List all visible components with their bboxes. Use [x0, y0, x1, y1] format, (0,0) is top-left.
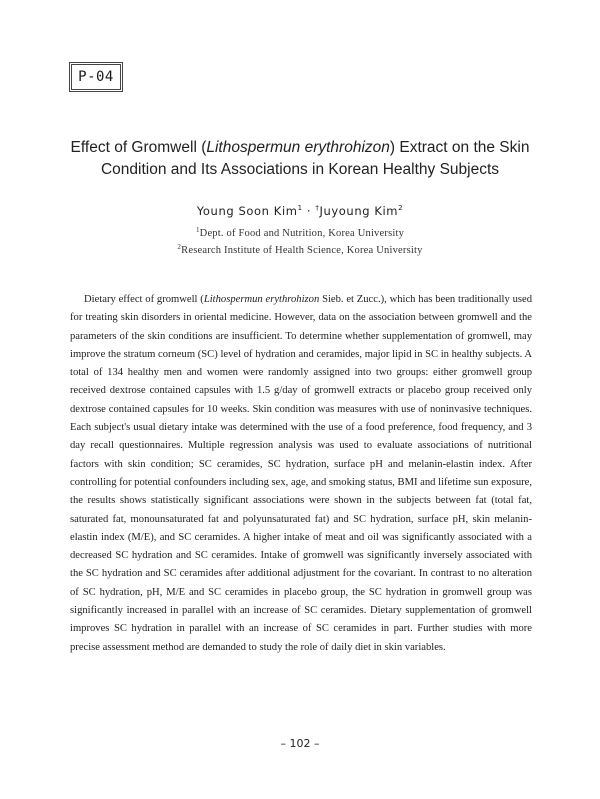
abstract-body: Sieb. et Zucc.), which has been traditionally used for treating skin disorders in oriental medicine. However, data on the association between gromwell and the parameters of the skin conditions are insufficient. To determine whether supplementation of gromwell, may improve the stratum corneum (SC) level of hydration and ceramides, major lipid in SC in healthy subjects. A total of 134 healthy men and women were randomly assigned into two groups: either gromwell group received dextrose contained capsules with 1.5 g/day of gromwell extracts or placebo group received only dextrose contained capsules for 10 weeks. Skin condition was measures with use of noninvasive techniques. Each subject's usual dietary intake was determined with the use of a food preference, food frequency, and 3 day recall questionnaires. Multiple regression analysis was used to evaluate associations of nutritional factors with skin condition; SC ceramides, SC hydration, surface pH and melanin-elastin index. After controlling for potential confounders including sex, age, and smoking status, BMI and lifetime sun exposure, the results shows statistically significant associations were shown in the subjects between fat (total fat, saturated fat, monounsaturated fat and polyunsaturated fat) and SC hydration, surface pH, skin melanin-elastin index (M/E), and SC ceramides. A higher intake of meat and oil was significantly associated with a decreased SC hydration and SC ceramides. Intake of gromwell was significantly inversely associated with the SC hydration and SC ceramides after additional adjustment for the covariant. In contrast to no alteration of SC hydration, pH, M/E and SC ceramides in placebo group, the SC hydration in gromwell group was significantly increased in parallel with an increase of SC ceramides. Dietary supplementation of gromwell improves SC hydration in parallel with an increase of SC ceramides in part. Further studies with more precise assessment method are demanded to study the role of daily diet in skin variables. [70, 294, 532, 653]
author-2: Juyoung Kim [319, 204, 399, 218]
author-1-affil: 1 [297, 204, 303, 212]
title-part-2: ) Extract on the Skin [389, 139, 530, 156]
abstract-text [70, 291, 532, 657]
author-1: Young Soon Kim [196, 204, 298, 218]
affiliation-1-mark: 1 [195, 226, 200, 234]
title-line-1 [40, 137, 560, 159]
title-part-1: Effect of Gromwell ( [70, 139, 207, 156]
title-species: Lithospermun erythrohizon [206, 139, 390, 156]
affiliation-2-mark: 2 [177, 243, 182, 251]
author-separator: · [302, 204, 316, 218]
poster-code: P-04 [71, 64, 121, 90]
author-line [0, 204, 600, 218]
corresponding-mark: † [315, 204, 320, 212]
author-2-affil: 2 [398, 204, 404, 212]
poster-code-box [69, 62, 123, 92]
paper-title [40, 137, 560, 181]
affiliation-2-text: Research Institute of Health Science, Korea University [181, 245, 423, 256]
title-line-2: Condition and Its Associations in Korean Healthy Subjects [100, 161, 500, 178]
abstract-lead: Dietary effect of gromwell ( [84, 294, 204, 305]
affiliation-1 [0, 226, 600, 239]
abstract-species: Lithospermun erythrohizon [203, 294, 320, 305]
affiliation-2 [0, 243, 600, 256]
page-number: – 102 – [280, 737, 320, 750]
affiliation-1-text: Dept. of Food and Nutrition, Korea University [199, 228, 405, 239]
